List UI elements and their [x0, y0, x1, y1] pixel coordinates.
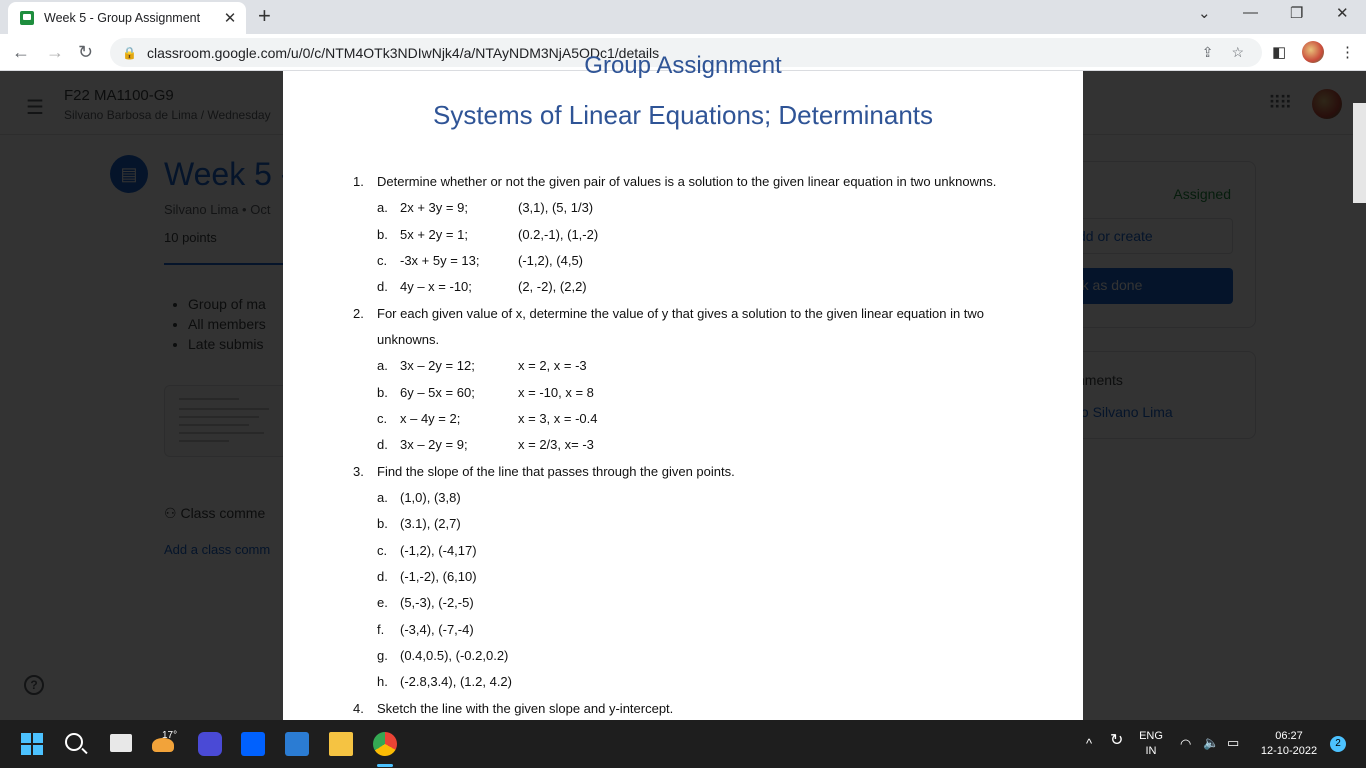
sync-icon[interactable]: ↻	[1110, 732, 1124, 749]
item-letter: c.	[377, 411, 388, 426]
close-tab-icon[interactable]: ✕	[223, 10, 237, 27]
tab-title: Week 5 - Group Assignment	[44, 11, 201, 25]
question-text: Find the slope of the line that passes through the given points.	[377, 464, 735, 479]
item-values: (3,1), (5, 1/3)	[518, 200, 594, 215]
item-letter: g.	[377, 648, 388, 663]
document-page	[283, 52, 1083, 720]
item-letter: b.	[377, 516, 388, 531]
mail-icon[interactable]	[285, 732, 309, 756]
question-number: 3.	[353, 464, 364, 479]
item-equation: 3x – 2y = 12;	[400, 358, 475, 373]
item-equation: 6y – 5x = 60;	[400, 385, 475, 400]
search-icon[interactable]	[65, 733, 83, 751]
item-letter: f.	[377, 622, 385, 637]
start-logo-square	[33, 733, 43, 743]
page-scrollbar[interactable]	[1353, 103, 1366, 203]
start-logo-square	[33, 745, 43, 755]
menu-kebab-icon[interactable]: ⋮	[1340, 44, 1355, 61]
item-letter: a.	[377, 358, 388, 373]
forward-icon[interactable]: →	[46, 42, 64, 62]
new-tab-button[interactable]: +	[258, 3, 271, 28]
item-values: x = -10, x = 8	[518, 385, 594, 400]
item-letter: d.	[377, 437, 388, 452]
item-points: (-2.8,3.4), (1.2, 4.2)	[400, 674, 512, 689]
item-points: (-1,2), (-4,17)	[400, 543, 477, 558]
lock-icon[interactable]: 🔒	[122, 45, 137, 60]
share-icon[interactable]: ⇪	[1201, 44, 1214, 60]
tab-search-icon[interactable]: ⌄	[1198, 5, 1211, 22]
item-letter: e.	[377, 595, 388, 610]
reload-icon[interactable]: ↻	[78, 42, 94, 62]
item-values: (-1,2), (4,5)	[518, 253, 584, 268]
minimize-icon[interactable]: —	[1243, 4, 1258, 21]
item-letter: a.	[377, 490, 388, 505]
clock-date: 12-10-2022	[1260, 745, 1318, 757]
dropbox-icon[interactable]	[241, 732, 265, 756]
item-values: (0.2,-1), (1,-2)	[518, 227, 599, 242]
browser-tab-strip	[0, 0, 1366, 34]
question-text: unknowns.	[377, 332, 440, 347]
taskbar	[0, 720, 1366, 768]
item-points: (5,-3), (-2,-5)	[400, 595, 474, 610]
question-number: 2.	[353, 306, 364, 321]
start-logo-square	[21, 745, 31, 755]
item-points: (1,0), (3,8)	[400, 490, 461, 505]
item-letter: b.	[377, 385, 388, 400]
item-letter: h.	[377, 674, 388, 689]
restore-icon[interactable]: ❐	[1290, 5, 1304, 22]
item-values: x = 2, x = -3	[518, 358, 587, 373]
url-text[interactable]: classroom.google.com/u/0/c/NTM4OTk3NDIwNjk4/a/NTAyNDM3NjA5ODc1/details	[146, 44, 660, 61]
item-values: (2, -2), (2,2)	[518, 279, 587, 294]
item-equation: 5x + 2y = 1;	[400, 227, 468, 242]
active-app-indicator	[377, 764, 393, 767]
item-points: (-1,-2), (6,10)	[400, 569, 477, 584]
browser-tab[interactable]	[8, 2, 246, 34]
item-letter: a.	[377, 200, 388, 215]
back-icon[interactable]: ←	[12, 42, 30, 62]
weather-temperature: 17°	[162, 730, 178, 741]
document-heading: Systems of Linear Equations; Determinants	[432, 100, 934, 130]
start-logo-square	[21, 733, 31, 743]
wifi-icon[interactable]: ◠	[1180, 736, 1192, 751]
language-code: ENG	[1139, 730, 1163, 742]
chrome-icon[interactable]	[373, 732, 397, 756]
item-letter: b.	[377, 227, 388, 242]
item-letter: c.	[377, 543, 388, 558]
notification-badge[interactable]: 2	[1330, 736, 1346, 752]
question-text: Determine whether or not the given pair of values is a solution to the given linear equation in two unknowns.	[377, 174, 997, 189]
item-values: x = 3, x = -0.4	[518, 411, 598, 426]
close-window-icon[interactable]: ✕	[1336, 5, 1349, 22]
document-title: Group Assignment	[584, 52, 782, 79]
question-text: For each given value of x, determine the value of y that gives a solution to the given linear equation in two	[377, 306, 985, 321]
volume-icon[interactable]: 🔈	[1203, 735, 1220, 750]
item-points: (3.1), (2,7)	[400, 516, 461, 531]
question-text: Sketch the line with the given slope and y-intercept.	[377, 701, 674, 716]
item-points: (0.4,0.5), (-0.2,0.2)	[400, 648, 509, 663]
item-letter: c.	[377, 253, 388, 268]
teams-chat-icon[interactable]	[198, 732, 222, 756]
profile-avatar[interactable]	[1302, 41, 1324, 63]
bookmark-star-icon[interactable]: ☆	[1231, 44, 1244, 60]
item-equation: 4y – x = -10;	[400, 279, 472, 294]
task-view-icon[interactable]	[110, 734, 132, 752]
file-explorer-icon[interactable]	[329, 732, 353, 756]
battery-icon[interactable]: ▭	[1227, 735, 1240, 750]
side-panel-icon[interactable]: ◧	[1272, 44, 1287, 61]
language-region: IN	[1145, 745, 1157, 757]
clock[interactable]	[1256, 729, 1322, 759]
show-hidden-icons-icon[interactable]: ^	[1086, 736, 1093, 751]
item-letter: d.	[377, 279, 388, 294]
item-letter: d.	[377, 569, 388, 584]
item-equation: 3x – 2y = 9;	[400, 437, 468, 452]
windows-start-icon[interactable]	[21, 733, 43, 755]
item-values: x = 2/3, x= -3	[518, 437, 594, 452]
classroom-favicon-icon	[20, 11, 34, 25]
question-number: 1.	[353, 174, 364, 189]
clock-time: 06:27	[1275, 730, 1303, 742]
question-number: 4.	[353, 701, 364, 716]
language-indicator[interactable]	[1136, 729, 1166, 759]
item-equation: x – 4y = 2;	[400, 411, 461, 426]
item-equation: 2x + 3y = 9;	[400, 200, 468, 215]
item-equation: -3x + 5y = 13;	[400, 253, 480, 268]
item-points: (-3,4), (-7,-4)	[400, 622, 474, 637]
